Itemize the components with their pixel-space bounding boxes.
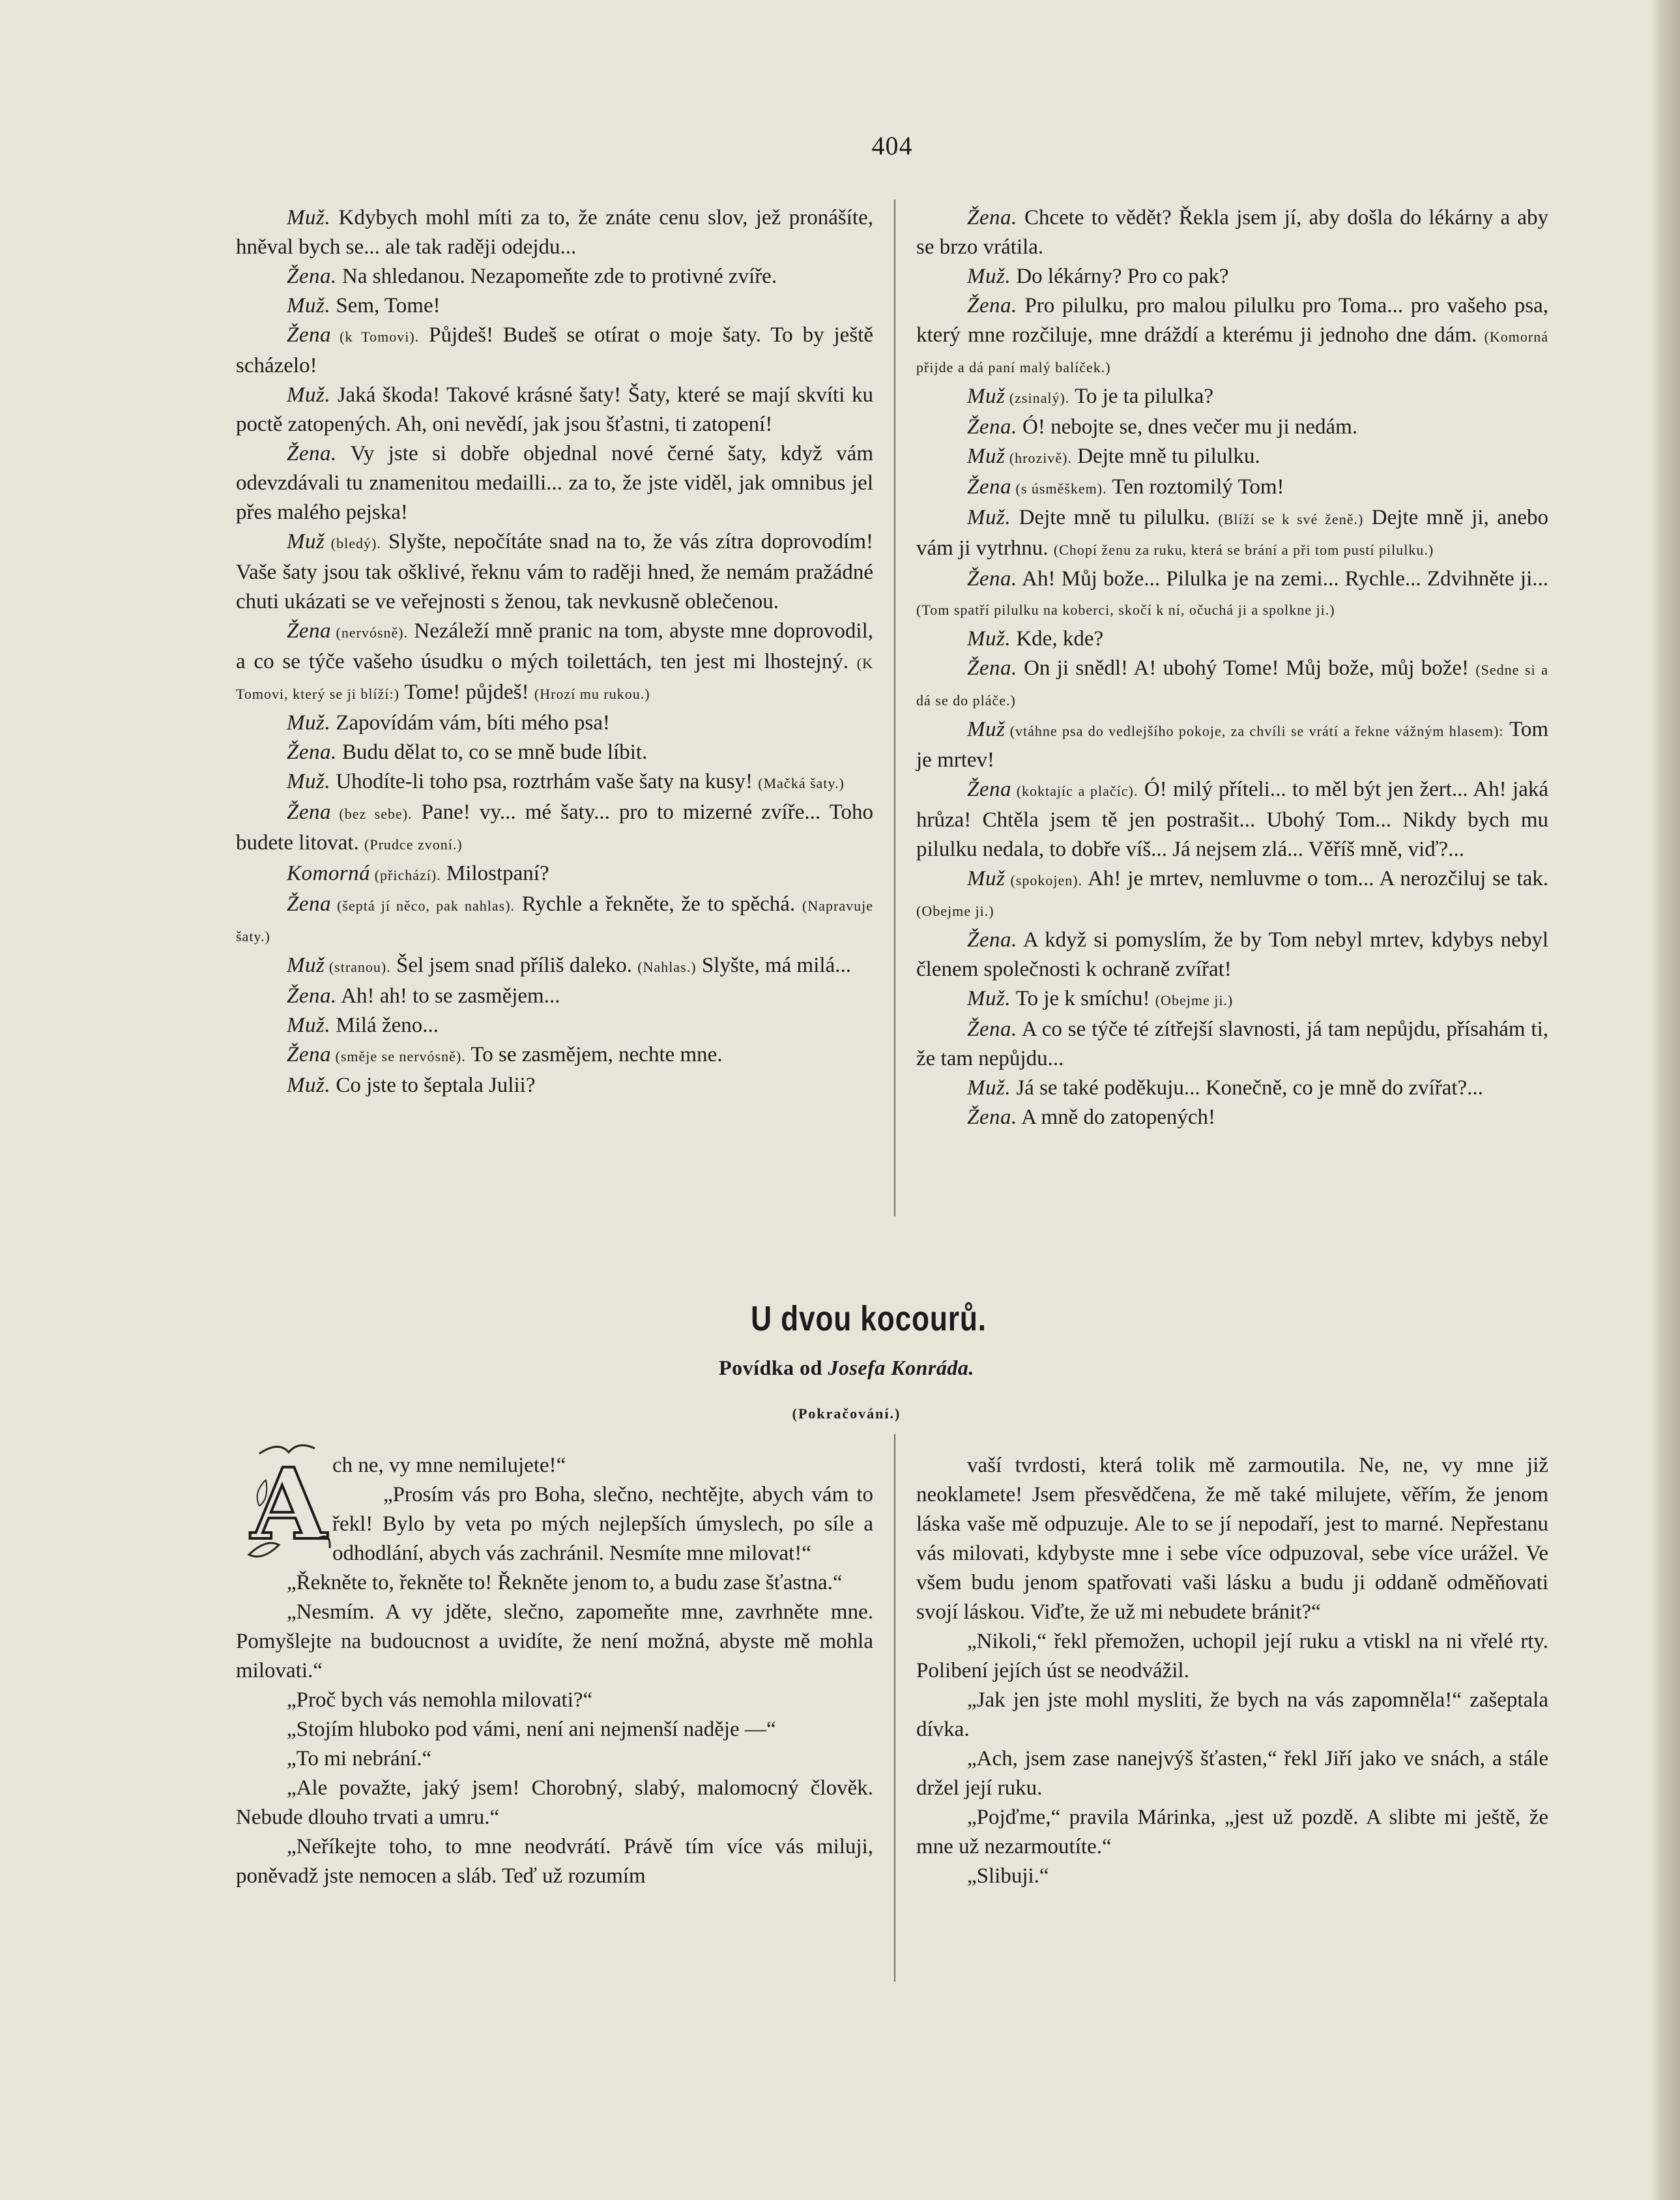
dialogue-line — [916, 715, 1548, 775]
stage-direction: (stranou). — [325, 959, 391, 975]
dialogue-line — [236, 951, 873, 982]
dialogue-column-left — [236, 203, 873, 1100]
line-text: A co se týče té zítřejší slavnosti, já tam nepůjdu, přísahám ti, že tam nepůjdu... — [916, 1018, 1548, 1070]
line-text: Ah! ah! to se zasmějem... — [336, 984, 560, 1008]
dialogue-column-right — [916, 203, 1548, 1132]
story-paragraph: „Nikoli,“ řekl přemožen, uchopil její ruku a vtiskl na ni vřelé rty. Polibení jejích úst se neodvážil. — [916, 1630, 1548, 1682]
stage-direction: (nervósně). — [331, 624, 409, 641]
story-paragraph: „Proč bych vás nemohla milovati?“ — [287, 1688, 593, 1712]
stage-direction: (Obejme ji.) — [916, 903, 994, 919]
stage-direction: (Sedne si a dá se do pláče.) — [916, 662, 1548, 709]
dialogue-line — [236, 1040, 873, 1071]
line-text: Slyšte, nepočítáte snad na to, že vás zítra doprovodím! Vaše šaty jsou tak ošklivé, řeknu vám to raději hned, že nemám pražádné chuti ukázati se ve veřejnosti s ženou, tak nevkusně oblečenou. — [236, 530, 874, 613]
dialogue-line — [916, 1074, 1548, 1103]
line-text: Šel jsem snad příliš daleko. — [390, 954, 638, 977]
stage-direction: (Mačká šaty.) — [758, 775, 845, 791]
speaker-name: Žena. — [967, 415, 1017, 439]
stage-direction: (vtáhne psa do vedlejšího pokoje, za chvíli se vrátí a řekne vážným hlasem): — [1005, 723, 1504, 739]
stage-direction: (spokojen). — [1005, 872, 1083, 888]
dialogue-line — [916, 1103, 1548, 1132]
line-text: Dejte mně tu pilulku. — [1011, 506, 1219, 529]
byline-author: Josefa Konráda. — [828, 1356, 974, 1379]
speaker-name: Muž — [287, 954, 325, 977]
speaker-name: Muž. — [287, 294, 331, 317]
line-text: Chcete to vědět? Řekla jsem jí, aby došla do lékárny a aby se brzo vrátila. — [916, 206, 1548, 259]
byline-prefix: Povídka od — [719, 1356, 828, 1379]
line-text: Ó! milý příteli... to měl být jen žert... Ah! jaká hrůza! Chtěla jsem tě jen postrašit... Ubohý Tom... Nikdy bych mu pilulku nedala, to dobře víš... Já nejsem zlá... Věříš mně, viď?... — [916, 778, 1549, 861]
line-text: Tome! půjdeš! — [399, 681, 534, 704]
speaker-name: Muž — [967, 385, 1006, 408]
speaker-name: Muž — [967, 867, 1006, 890]
speaker-name: Muž. — [967, 627, 1011, 651]
story-paragraph: „To mi nebrání.“ — [287, 1747, 432, 1770]
stage-direction: (Obejme ji.) — [1155, 992, 1234, 1008]
line-text: Rychle a řekněte, že to spěchá. — [515, 892, 803, 916]
stage-direction: (přichází). — [370, 867, 441, 883]
stage-direction: (bez sebe). — [331, 806, 413, 822]
line-text: To je k smíchu! — [1011, 987, 1155, 1010]
line-text: Dejte mně tu pilulku. — [1071, 445, 1260, 468]
story-column-right — [916, 1451, 1548, 1891]
speaker-name: Žena. — [287, 741, 337, 764]
story-byline — [7, 1356, 1680, 1380]
dialogue-line — [236, 767, 873, 798]
dialogue-line — [916, 503, 1548, 565]
stage-direction: (Prudce zvoní.) — [364, 836, 463, 853]
speaker-name: Muž. — [287, 383, 331, 407]
speaker-name: Komorná — [287, 862, 371, 885]
speaker-name: Muž — [287, 530, 325, 553]
stage-direction: (bledý). — [325, 535, 381, 551]
stage-direction: (Komorná přijde a dá paní malý balíček.) — [916, 329, 1548, 375]
column-rule-bottom — [894, 1434, 895, 1982]
column-rule-top — [894, 199, 895, 1216]
stage-direction: (Blíží se k své ženě.) — [1218, 511, 1364, 527]
line-text: Vy jste si dobře objednal nové černé šaty, když vám odevzdávali tu znamenitou medailli... za to, že jste viděl, jak omnibus jel přes malého pejska! — [236, 442, 873, 524]
dialogue-line — [916, 382, 1548, 413]
speaker-name: Muž — [967, 718, 1006, 741]
dialogue-line — [916, 413, 1548, 442]
speaker-name: Žena. — [967, 1018, 1017, 1041]
story-paragraph: „Neříkejte toho, to mne neodvrátí. Právě tím více vás miluji, poněvadž jste nemocen a sláb. Teď už rozumím — [236, 1835, 873, 1888]
story-paragraph: „Pojďme,“ pravila Márinka, „jest už pozdě. A slibte mi ještě, že mne už nezarmoutíte.“ — [916, 1806, 1548, 1858]
speaker-name: Žena. — [967, 928, 1017, 952]
story-paragraph: „Ale považte, jaký jsem! Chorobný, slabý, malomocný člověk. Nebude dlouho trvati a umru.“ — [236, 1776, 873, 1829]
dialogue-line — [236, 291, 873, 321]
speaker-name: Muž. — [287, 1074, 331, 1097]
dialogue-line — [916, 291, 1548, 382]
line-text: Budu dělat to, co se mně bude líbit. — [336, 741, 648, 764]
stage-direction: (Chopí ženu za ruku, která se brání a při tom pustí pilulku.) — [1053, 542, 1434, 558]
story-paragraph: „Prosím vás pro Boha, slečno, nechtějte, abych vám to řekl! Bylo by veta po mých nejlepších úmyslech, po síle a odhodlání, abych vás zachránil. Nesmíte mne milovat!“ — [332, 1483, 873, 1565]
initial-letter: A — [250, 1447, 327, 1562]
line-text: Na shledanou. Nezapomeňte zde to protivné zvíře. — [336, 265, 777, 288]
line-text: Ah! je mrtev, nemluvme o tom... A nerozčiluj se tak. — [1082, 867, 1549, 890]
line-text: To se zasmějem, nechte mne. — [465, 1043, 723, 1066]
line-text: Já se také poděkuju... Konečně, co je mně do zvířat?... — [1011, 1076, 1483, 1100]
line-text: Pane! vy... mé šaty... pro to mizerné zvíře... Toho budete litovat. — [236, 800, 873, 855]
dialogue-line — [236, 982, 873, 1011]
speaker-name: Muž. — [287, 770, 331, 793]
dialogue-line — [236, 321, 873, 381]
speaker-name: Muž. — [287, 206, 331, 229]
line-text: A když si pomyslím, že by Tom nebyl mrtev, kdybys nebyl členem společnosti k ochraně zvířat! — [916, 928, 1548, 981]
story-paragraph: ch ne, vy mne nemilujete!“ — [332, 1454, 566, 1477]
dialogue-line — [916, 864, 1548, 926]
speaker-name: Muž. — [967, 265, 1011, 288]
line-text: Uhodíte-li toho psa, roztrhám vaše šaty na kusy! — [330, 770, 759, 793]
dialogue-line — [236, 381, 873, 439]
stage-direction: (hrozivě). — [1005, 450, 1072, 466]
stage-direction: (koktajíc a plačíc). — [1011, 783, 1138, 799]
story-paragraph: „Slibuji.“ — [967, 1864, 1049, 1888]
dialogue-line — [916, 775, 1548, 864]
speaker-name: Žena — [287, 1043, 331, 1066]
line-text: Dejte mně ji, anebo vám ji vytrhnu. — [916, 506, 1549, 560]
dialogue-line — [236, 439, 873, 527]
stage-direction: (Napravuje šaty.) — [236, 898, 873, 945]
dialogue-line — [916, 926, 1548, 984]
speaker-name: Žena — [287, 892, 331, 916]
line-text: Do lékárny? Pro co pak? — [1011, 265, 1229, 288]
line-text: Nezáleží mně pranic na tom, abyste mne doprovodil, a co se týče vašeho úsudku o mých toilettách, ten jest mi lhostejný. — [236, 619, 873, 673]
dialogue-line — [236, 203, 873, 262]
line-text: Půjdeš! Budeš se otírat o moje šaty. To by ještě scházelo! — [236, 323, 873, 377]
line-text: On ji snědl! A! ubohý Tome! Můj bože, můj bože! — [1017, 656, 1476, 680]
stage-direction: (směje se nervósně). — [331, 1048, 466, 1064]
stage-direction: (Tom spatří pilulku na koberci, skočí k ní, očuchá ji a spolkne ji.) — [916, 602, 1335, 618]
line-text: A mně do zatopených! — [1017, 1106, 1216, 1129]
stage-direction: (K Tomovi, který se ji blíží:) — [236, 655, 873, 702]
dialogue-line — [236, 1011, 873, 1040]
line-text: Kde, kde? — [1011, 627, 1104, 651]
speaker-name: Muž. — [967, 506, 1011, 529]
dialogue-line — [236, 527, 873, 617]
dialogue-line — [236, 890, 873, 951]
story-title: U dvou kocourů. — [751, 1299, 987, 1338]
speaker-name: Žena. — [287, 984, 337, 1008]
speaker-name: Žena. — [967, 656, 1017, 680]
line-text: Tom je mrtev! — [916, 718, 1548, 772]
speaker-name: Muž. — [967, 987, 1011, 1010]
story-paragraph: „Stojím hluboko pod vámi, není ani nejmenší naděje —“ — [287, 1718, 776, 1741]
dialogue-line — [236, 738, 873, 767]
stage-direction: (zsinalý). — [1005, 390, 1070, 406]
line-text: Co jste to šeptala Julii? — [330, 1074, 536, 1097]
speaker-name: Žena. — [967, 294, 1017, 317]
line-text: Ó! nebojte se, dnes večer mu ji nedám. — [1017, 415, 1358, 439]
stage-direction: (šeptá jí něco, pak nahlas). — [331, 898, 515, 914]
dialogue-line — [916, 984, 1548, 1015]
dialogue-line — [916, 262, 1548, 291]
speaker-name: Žena — [967, 475, 1011, 499]
dialogue-line — [236, 617, 873, 709]
dialogue-line — [916, 654, 1548, 715]
story-paragraph: vaší tvrdosti, která tolik mě zarmoutila. Ne, ne, vy mne již neoklamete! Jsem přesvědčena, že mě také milujete, věřím, že jenom láska vaše mě odpuzuje. Ale to se jí nepodaří, jest to marné. Nepřestanu vás milovati, kdybyste mne i sebe více odpuzoval, sebe více urážel. Ve všem budu jenom spatřovati vaši lásku a budu ji oddaně odměňovati svojí láskou. Viďte, že už mi nebudete bránit?“ — [916, 1454, 1548, 1624]
dialogue-line — [236, 1071, 873, 1100]
stage-direction: (s úsměškem). — [1011, 480, 1107, 497]
speaker-name: Žena. — [967, 567, 1017, 591]
dialogue-line — [236, 859, 873, 890]
speaker-name: Žena — [967, 778, 1011, 801]
line-text: Milostpaní? — [441, 862, 549, 885]
speaker-name: Žena. — [287, 442, 337, 465]
story-continuation-note: (Pokračování.) — [792, 1405, 901, 1422]
dialogue-line — [236, 709, 873, 738]
speaker-name: Muž. — [287, 711, 331, 735]
line-text: Ten roztomilý Tom! — [1107, 475, 1284, 499]
speaker-name: Žena. — [967, 206, 1017, 229]
dialogue-line — [916, 624, 1548, 654]
line-text: Zapovídám vám, bíti mého psa! — [330, 711, 610, 735]
stage-direction: (Nahlas.) — [637, 959, 697, 975]
speaker-name: Muž. — [287, 1014, 331, 1037]
page-number: 404 — [871, 131, 913, 160]
story-paragraph: „Nesmím. A vy jděte, slečno, zapomeňte mne, zavrhněte mne. Pomyšlejte na budoucnost a uvidíte, že není možná, abyste mě mohla milovati.“ — [236, 1600, 873, 1682]
stage-direction: (Hrozí mu rukou.) — [534, 686, 650, 702]
speaker-name: Žena — [287, 619, 331, 643]
story-paragraph: „Jak jen jste mohl mysliti, že bych na vás zapomněla!“ zašeptala dívka. — [916, 1688, 1548, 1741]
dialogue-line — [916, 565, 1548, 624]
dialogue-line — [916, 1015, 1548, 1074]
dialogue-line — [236, 262, 873, 291]
dialogue-line — [236, 798, 873, 859]
speaker-name: Žena — [287, 323, 331, 347]
line-text: Sem, Tome! — [330, 294, 441, 317]
speaker-name: Žena — [287, 800, 331, 824]
dialogue-line — [916, 442, 1548, 473]
speaker-name: Muž. — [967, 1076, 1011, 1100]
line-text: Jaká škoda! Takové krásné šaty! Šaty, které se mají skvíti ku poctě zatopených. Ah, oni nevědí, jak jsou šťastni, ti zatopení! — [236, 383, 873, 436]
line-text: Ah! Můj bože... Pilulka je na zemi... Rychle... Zdvihněte ji... — [1017, 567, 1548, 591]
story-paragraph: „Řekněte to, řekněte to! Řekněte jenom to, a budu zase šťastna.“ — [287, 1571, 843, 1594]
story-column-left — [236, 1451, 873, 1891]
page-edge-shadow — [1650, 0, 1680, 2200]
dialogue-line — [916, 203, 1548, 262]
line-text: Milá ženo... — [330, 1014, 439, 1037]
dialogue-line — [916, 473, 1548, 503]
line-text: Kdybych mohl míti za to, že znáte cenu slov, jež pronášíte, hněval bych se... ale tak raději odejdu... — [236, 206, 873, 259]
speaker-name: Muž — [967, 445, 1006, 468]
line-text: Pro pilulku, pro malou pilulku pro Toma... pro vašeho psa, který mne rozčiluje, mne dráždí a kterému ji jednoho dne dám. — [916, 294, 1548, 347]
line-text: To je ta pilulka? — [1069, 385, 1213, 408]
stage-direction: (k Tomovi). — [331, 329, 420, 345]
line-text: Slyšte, má milá... — [696, 954, 851, 977]
speaker-name: Žena. — [967, 1106, 1017, 1129]
speaker-name: Žena. — [287, 265, 337, 288]
story-paragraph: „Ach, jsem zase nanejvýš šťasten,“ řekl Jiří jako ve snách, a stále držel její ruku. — [916, 1747, 1548, 1800]
